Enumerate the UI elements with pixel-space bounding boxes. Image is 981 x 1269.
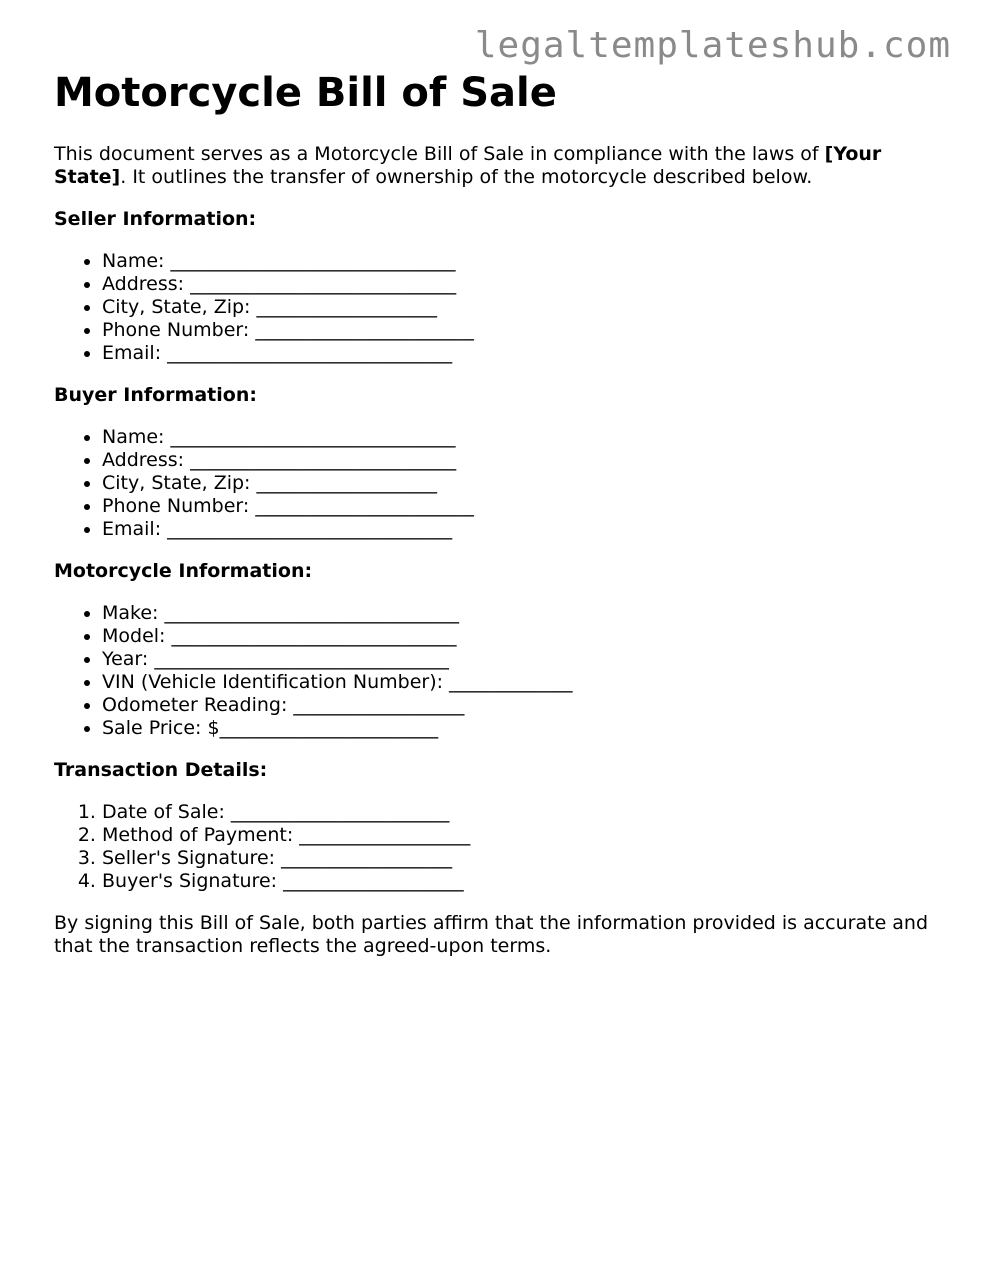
intro-text-end: . It outlines the transfer of ownership of the motorcycle described below. — [120, 166, 813, 188]
payment-method-field: 2. Method of Payment: __________________ — [102, 824, 934, 847]
seller-signature-field: 3. Seller's Signature: __________________ — [102, 847, 934, 870]
transaction-list — [54, 801, 934, 893]
motorcycle-list — [54, 602, 934, 740]
motorcycle-heading: Motorcycle Information: — [54, 560, 313, 582]
seller-heading: Seller Information: — [54, 208, 257, 230]
transaction-heading: Transaction Details: — [54, 759, 268, 781]
intro-state-placeholder: [Your State] — [54, 143, 882, 188]
watermark: legaltemplateshub.com — [474, 25, 951, 66]
seller-phone-field: • Phone Number: _______________________ — [102, 319, 934, 342]
buyer-city-field: • City, State, Zip: ___________________ — [102, 472, 934, 495]
document-page — [54, 70, 934, 958]
buyer-email-field: • Email: ______________________________ — [102, 518, 934, 541]
buyer-heading: Buyer Information: — [54, 384, 257, 406]
buyer-name-field: • Name: ______________________________ — [102, 426, 934, 449]
make-field: • Make: _______________________________ — [102, 602, 934, 625]
seller-city-field: • City, State, Zip: ___________________ — [102, 296, 934, 319]
buyer-list — [54, 426, 934, 541]
date-of-sale-field: 1. Date of Sale: _______________________ — [102, 801, 934, 824]
model-field: • Model: ______________________________ — [102, 625, 934, 648]
seller-email-field: • Email: ______________________________ — [102, 342, 934, 365]
closing-paragraph: By signing this Bill of Sale, both parties affirm that the information provided is accurate and that the transaction reflects the agreed-upon terms. — [54, 912, 929, 957]
vin-field: • VIN (Vehicle Identification Number): _____________ — [102, 671, 934, 694]
sale-price-field: • Sale Price: $_______________________ — [102, 717, 934, 740]
buyer-phone-field: • Phone Number: _______________________ — [102, 495, 934, 518]
intro-paragraph — [54, 143, 934, 189]
seller-list — [54, 250, 934, 365]
buyer-signature-field: 4. Buyer's Signature: ___________________ — [102, 870, 934, 893]
year-field: • Year: _______________________________ — [102, 648, 934, 671]
buyer-address-field: • Address: ____________________________ — [102, 449, 934, 472]
seller-address-field: • Address: ____________________________ — [102, 273, 934, 296]
intro-text: This document serves as a Motorcycle Bill of Sale in compliance with the laws of — [54, 143, 825, 165]
odometer-field: • Odometer Reading: __________________ — [102, 694, 934, 717]
page-title: Motorcycle Bill of Sale — [54, 70, 557, 116]
seller-name-field: • Name: ______________________________ — [102, 250, 934, 273]
